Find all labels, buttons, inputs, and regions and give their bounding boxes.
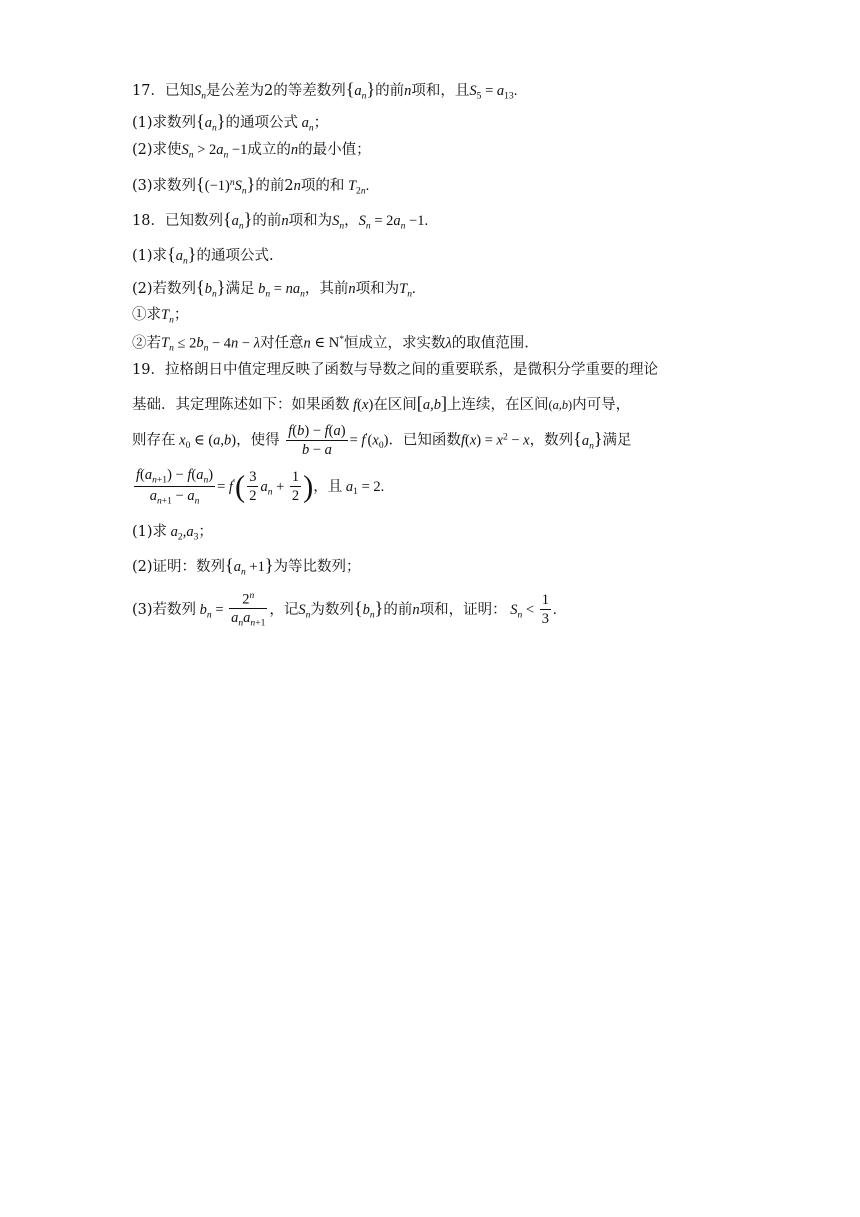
problem-17-stem: 17．已知$S_n$是公差为2的等差数列$\{a_n\}$的前n项和，且$S_5 = a_{13}$.	[132, 79, 518, 102]
problem-18-stem: 18．已知数列$\{a_n\}$的前n项和为$S_n$，$S_n = 2a_n -1$.	[132, 209, 429, 232]
problem-17-part-2: (2)求使$S_n > 2a_n -1$成立的n的最小值；	[132, 142, 371, 161]
problem-18-sub-1: ①求$T_n$；	[132, 307, 189, 326]
problem-19-line-1: 19．拉格朗日中值定理反映了函数与导数之间的重要联系，是微积分学重要的理论	[132, 362, 658, 378]
problem-19-part-3: (3)若数列 $b_n$ = $\frac{2^n}{a_na_{n+1}}$ ，记$S_n$为数列$\{b_n\}$的前n项和，证明： $S_n$ < $\frac{1}{3}$ .	[132, 590, 557, 629]
difference-quotient-fraction: $\frac{f(a_{n+1}) - f(a_n)}{a_{n+1} - a_n}$	[136, 467, 214, 507]
problem-19-part-1: (1)求 $a_2,a_3$；	[132, 524, 213, 543]
problem-19-part-2: (2)证明：数列$\{a_n +1\}$为等比数列；	[132, 555, 361, 578]
problem-19-line-4: $\frac{f(a_{n+1}) - f(a_n)}{a_{n+1} - a_n}$ = f′( $\frac{3}{2}$ $a_n$ + $\frac{1}{2}$ )，且 $a_1 = 2$.	[136, 467, 385, 507]
problem-19-line-3: 则存在 $x_0$ ∈ (a,b)，使得 $\frac{f(b) - f(a)}{b - a}$ = $f'(x_0)$．已知函数$f(x) = x^2 - x$，数列$\{a_n\}$满足	[132, 423, 632, 459]
problem-18-part-2: (2)若数列$\{b_n\}$满足 $b_n = na_n$，其前n项和为$T_n$.	[132, 277, 416, 300]
problem-17-part-1: (1)求数列$\{a_n\}$的通项公式 $a_n$；	[132, 111, 329, 134]
problem-18-part-1: (1)求$\{a_n\}$的通项公式.	[132, 244, 274, 267]
bn-fraction: $\frac{2^n}{a_na_{n+1}}$	[231, 590, 266, 629]
problem-19-line-2: 基础．其定理陈述如下：如果函数 f(x)在区间[a,b]上连续，在区间(a,b)内可导，	[132, 393, 631, 413]
mean-value-fraction: $\frac{f(b) - f(a)}{b - a}$	[288, 423, 346, 459]
problem-17-part-3: (3)求数列$\{(-1)^nS_n\}$的前2n项的和 $T_{2n}$.	[132, 174, 370, 197]
problem-18-sub-2: ②若$T_n \le 2b_n - 4n - \lambda$对任意n ∈ N*恒成立，求实数λ的取值范围.	[132, 334, 529, 354]
